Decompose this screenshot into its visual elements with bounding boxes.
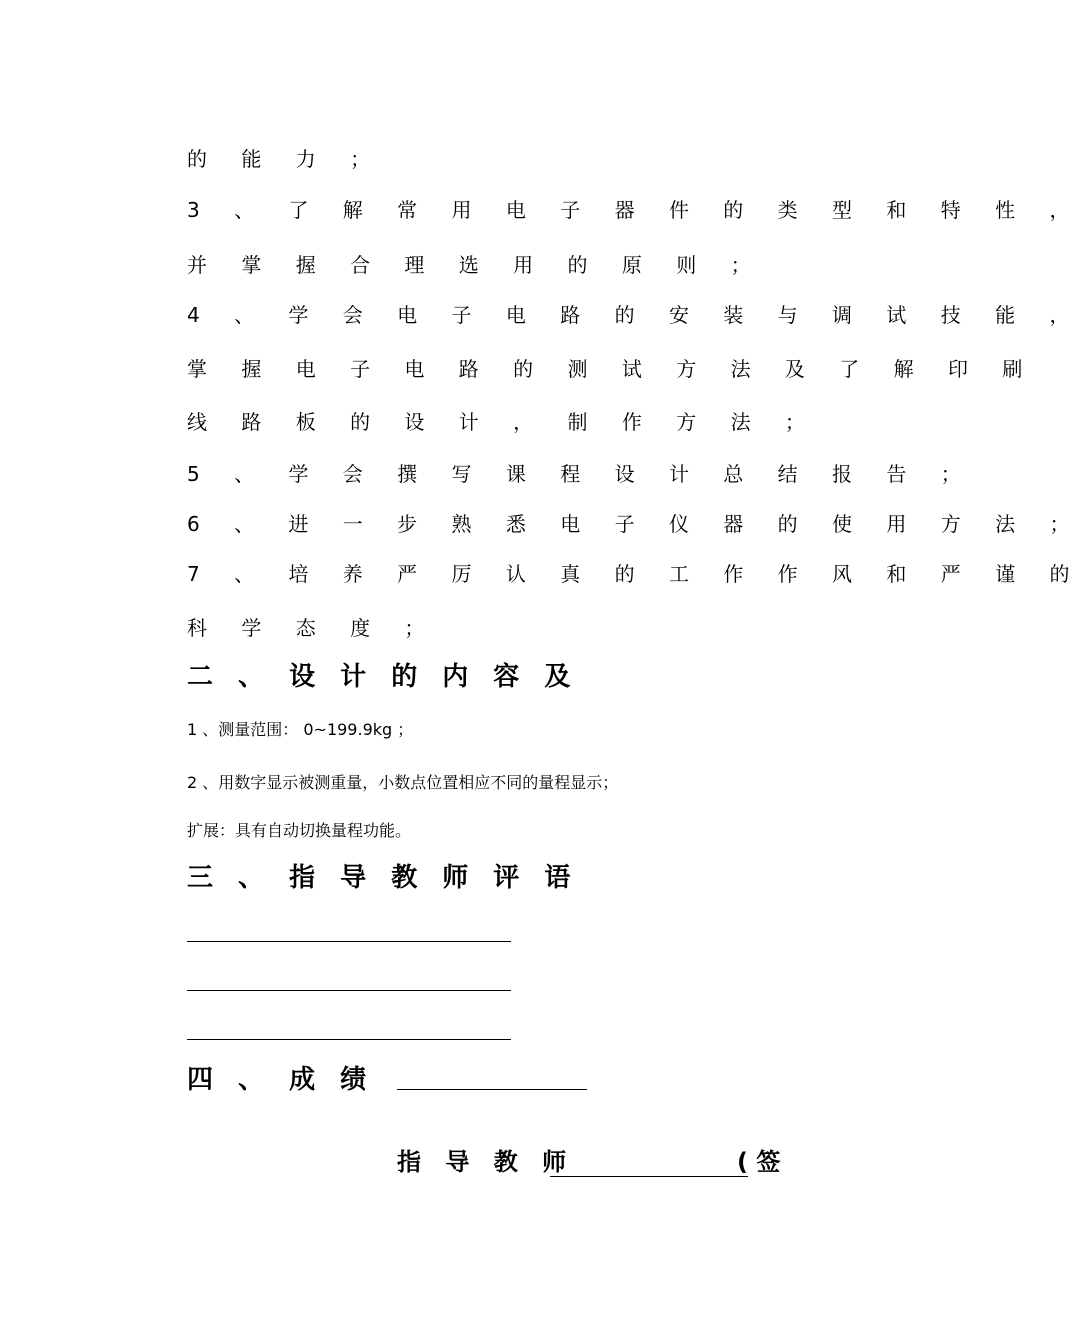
body-line-10: 科 学 态 度 ； (187, 616, 439, 640)
section-2-item-3: 扩展：具有自动切换量程功能。 (187, 821, 412, 840)
body-line-6: 线 路 板 的 设 计 ， 制 作 方 法 ； (187, 410, 819, 434)
section-4-heading: 四 、 成 绩 (187, 1065, 375, 1095)
grade-blank[interactable] (397, 1089, 587, 1090)
comment-line-3[interactable] (187, 1039, 511, 1040)
body-line-2: 3 、 了 解 常 用 电 子 器 件 的 类 型 和 特 性 ， (187, 198, 1083, 222)
section-3-heading: 三 、 指 导 教 师 评 语 (187, 863, 579, 893)
section-2-item-1: 1 、测量范围： 0~199.9kg ； (187, 720, 414, 739)
signature-tail: ( 签 (737, 1148, 781, 1176)
signature-blank[interactable] (550, 1176, 748, 1177)
body-line-7: 5 、 学 会 撰 写 课 程 设 计 总 结 报 告 ； (187, 462, 975, 486)
comment-line-2[interactable] (187, 990, 511, 991)
body-line-8: 6 、 进 一 步 熟 悉 电 子 仪 器 的 使 用 方 法 ； (187, 512, 1083, 536)
body-line-9: 7 、 培 养 严 厉 认 真 的 工 作 作 风 和 严 谨 的 (187, 562, 1083, 586)
body-line-4: 4 、 学 会 电 子 电 路 的 安 装 与 调 试 技 能 ， (187, 303, 1083, 327)
body-line-5: 掌 握 电 子 电 路 的 测 试 方 法 及 了 解 印 刷 (187, 357, 1037, 381)
signature-label: 指 导 教 师 (397, 1148, 575, 1176)
comment-line-1[interactable] (187, 941, 511, 942)
section-2-heading: 二 、 设 计 的 内 容 及 (187, 662, 579, 692)
body-line-3: 并 掌 握 合 理 选 用 的 原 则 ； (187, 253, 765, 277)
section-2-item-2: 2 、用数字显示被测重量，小数点位置相应不同的量程显示； (187, 773, 619, 792)
body-line-1: 的 能 力 ； (187, 147, 385, 171)
